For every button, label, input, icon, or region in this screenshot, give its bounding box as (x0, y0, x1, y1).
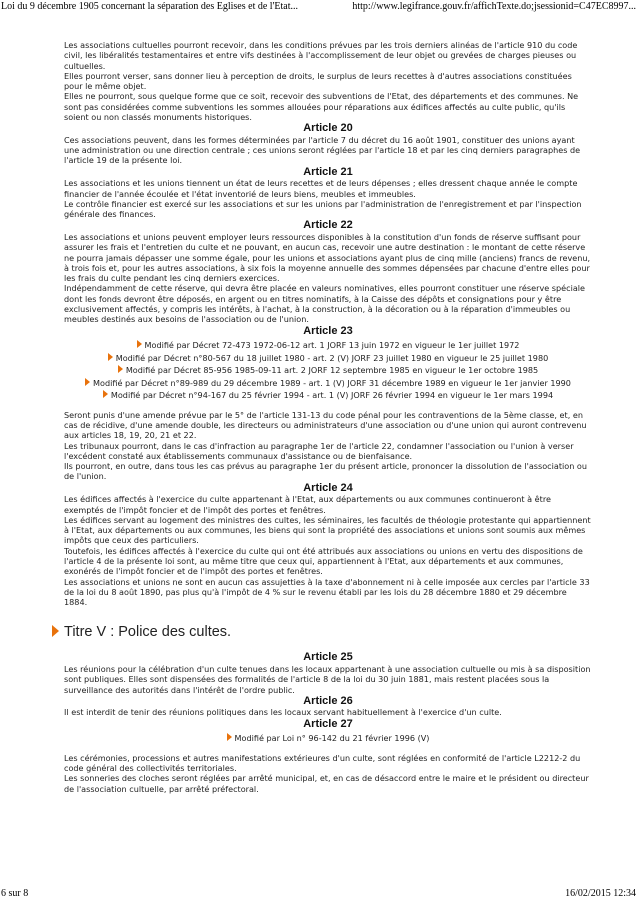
arrow-right-icon (52, 625, 59, 637)
article-27-heading: Article 27 (303, 717, 353, 730)
header-document-title: Loi du 9 décembre 1905 concernant la séparation des Eglises et de l'Etat... (1, 1, 298, 12)
titre-v-heading[interactable]: Titre V : Police des cultes. (52, 623, 592, 641)
paragraph: Les édifices affectés à l'exercice du culte appartenant à l'Etat, aux départements ou aux communes continueront à être exemptés de l'impôt foncier et de l'impôt des portes et fenêtres. (64, 494, 551, 515)
article-26-heading: Article 26 (303, 694, 353, 707)
paragraph: Indépendamment de cette réserve, qui devra être placée en valeurs nominatives, elles pourront constituer une réserve spéciale dont les fonds devront être déposés, en argent ou en titres nominatifs, à la Caisse des dépôts et consignations pour y être exclusivement affectés, y compris les intérêts, à l'achat, à la construction, à la décoration ou à la réparation d'immeubles ou meubles destinés aux besoins de l'association ou de l'union. (64, 283, 586, 325)
modification-list (64, 339, 592, 402)
paragraph: Les édifices servant au logement des ministres des cultes, les séminaires, les facultés de théologie protestante qui appartiennent à l'Etat, aux départements ou aux communes, les biens qui sont la propriété des associations et unions sont soumis aux mêmes impôts que ceux des particuliers. (64, 514, 591, 546)
paragraph: Les tribunaux pourront, dans le cas d'infraction au paragraphe 1er de l'article 22, condamner l'association ou l'union à verser l'excédent constaté aux établissements communaux d'assistance ou de bienfaisance. (64, 440, 574, 461)
header-url[interactable]: http://www.legifrance.gouv.fr/affichTexte.do;jsessionid=C47EC8997... (352, 1, 636, 12)
article-24-heading: Article 24 (303, 481, 353, 494)
modification-link[interactable]: Modifié par Décret n°94-167 du 25 février 1994 - art. 1 (V) JORF 26 février 1994 en vigueur le 1er mars 1994 (64, 389, 592, 402)
article-22-heading: Article 22 (303, 219, 353, 232)
paragraph: Les associations et unions peuvent employer leurs ressources disponibles à la constitution d'un fonds de réserve suffisant pour assurer les frais et l'entretien du culte et ne pouvant, en aucun cas, recevoir une autre destination : le montant de cette réserve ne pourra jamais dépasser une somme égale, pour les unions et associations ayant plus de cinq mille (anciens) francs de revenu, à trois fois et, pour les autres associations, à six fois la moyenne annuelle des sommes dépensées par chacune d'entre elles pour les frais du culte pendant les cinq derniers exercices. (64, 231, 591, 284)
paragraph: Les réunions pour la célébration d'un culte tenues dans les locaux appartenant à une association cultuelle ou mis à sa disposition sont publiques. Elles sont dispensées des formalités de l'article 8 de la loi du 30 juin 1881, mais restent placées sous la surveillance des autorités dans l'intérêt de l'ordre public. (64, 663, 591, 695)
paragraph: Il est interdit de tenir des réunions politiques dans les locaux servant habituellement à l'exercice d'un culte. (64, 707, 502, 718)
arrow-right-icon (118, 365, 123, 373)
paragraph: Les sonneries des cloches seront réglées par arrêté municipal, et, en cas de désaccord entre le maire et le président ou directeur de l'association cultuelle, par arrêté préfectoral. (64, 773, 589, 794)
modification-list (64, 732, 592, 745)
paragraph: Les associations et unions ne sont en aucun cas assujetties à la taxe d'abonnement ni à celle imposée aux cercles par l'article 33 de la loi du 8 août 1890, pas plus qu'à l'impôt de 4 % sur le revenu établi par les lois du 28 décembre 1880 et 29 décembre 1884. (64, 576, 590, 608)
arrow-right-icon (103, 390, 108, 398)
modification-link[interactable]: Modifié par Décret 85-956 1985-09-11 art. 2 JORF 12 septembre 1985 en vigueur le 1er octobre 1985 (64, 364, 592, 377)
modification-link[interactable]: Modifié par Décret 72-473 1972-06-12 art. 1 JORF 13 juin 1972 en vigueur le 1er juillet 1972 (64, 339, 592, 352)
paragraph: Ces associations peuvent, dans les formes déterminées par l'article 7 du décret du 16 août 1901, constituer des unions ayant une administration ou une direction centrale ; ces unions seront réglées par l'article 18 et par les cinq derniers paragraphes de l'article 19 de la présente loi. (64, 134, 581, 166)
paragraph: Seront punis d'une amende prévue par le 5° de l'article 131-13 du code pénal pour les contraventions de la 5ème classe, et, en cas de récidive, d'une amende double, les directeurs ou administrateurs d'une association ou d'une union qui auront contrevenu aux articles 18, 19, 20, 21 et 22. (64, 409, 587, 441)
arrow-right-icon (85, 378, 90, 386)
page-number: 6 sur 8 (1, 888, 29, 899)
paragraph: Le contrôle financier est exercé sur les associations et sur les unions par l'administration de l'enregistrement et par l'inspection générale des finances. (64, 198, 582, 220)
print-timestamp: 16/02/2015 12:34 (565, 888, 636, 899)
document-body (64, 40, 592, 794)
article-25-heading: Article 25 (303, 651, 353, 664)
paragraph: Ils pourront, en outre, dans tous les cas prévus au paragraphe 1er du présent article, prononcer la dissolution de l'association ou de l'union. (64, 461, 587, 482)
article-20-heading: Article 20 (303, 122, 353, 135)
paragraph: Elles ne pourront, sous quelque forme que ce soit, recevoir des subventions de l'Etat, des départements et des communes. Ne sont pas considérées comme subventions les sommes allouées pour réparations aux édifices affectés au culte public, qu'ils soient ou non classés monuments historiques. (64, 91, 579, 123)
article-21-heading: Article 21 (303, 165, 353, 178)
paragraph: Les associations et les unions tiennent un état de leurs recettes et de leurs dépenses ; elles dressent chaque année le compte financier de l'année écoulée et l'état inventorié de leurs biens, meubles et immeubles. (64, 178, 578, 199)
paragraph: Les cérémonies, processions et autres manifestations extérieures d'un culte, sont réglées en conformité de l'article L2212-2 du code général des collectivités territoriales. (64, 752, 581, 773)
arrow-right-icon (227, 733, 232, 741)
modification-link[interactable]: Modifié par Décret n°80-567 du 18 juillet 1980 - art. 2 (V) JORF 23 juillet 1980 en vigueur le 25 juillet 1980 (64, 352, 592, 365)
arrow-right-icon (137, 340, 142, 348)
article-23-heading: Article 23 (303, 324, 353, 337)
modification-link[interactable]: Modifié par Décret n°89-989 du 29 décembre 1989 - art. 1 (V) JORF 31 décembre 1989 en vigueur le 1er janvier 1990 (64, 377, 592, 390)
arrow-right-icon (108, 353, 113, 361)
paragraph: Les associations cultuelles pourront recevoir, dans les conditions prévues par les trois derniers alinéas de l'article 910 du code civil, les libéralités testamentaires et entre vifs destinées à l'accomplissement de leur objet ou grevées de charges pieuses ou cultuelles. (64, 40, 578, 71)
paragraph: Toutefois, les édifices affectés à l'exercice du culte qui ont été attribués aux associations ou unions en vertu des dispositions de l'article 4 de la présente loi sont, au même titre que ceux qui, appartiennent à l'Etat, aux départements et aux communes, exonérés de l'impôt foncier et de l'impôt des portes et fenêtres. (64, 545, 583, 577)
paragraph: Elles pourront verser, sans donner lieu à perception de droits, le surplus de leurs recettes à d'autres associations constituées pour le même objet. (64, 70, 572, 92)
modification-link[interactable]: Modifié par Loi n° 96-142 du 21 février 1996 (V) (64, 732, 592, 745)
